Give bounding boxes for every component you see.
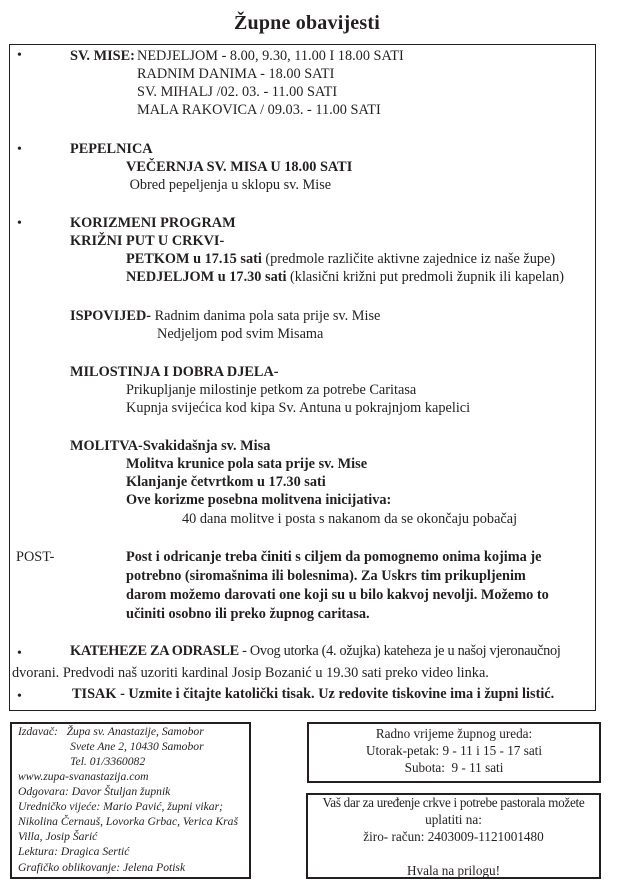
- impressum-line: Nikolina Černauš, Lovorka Grbac, Verica Kraš: [18, 815, 238, 828]
- post-line: potrebno (siromašnima ili bolesnima). Za Uskrs tim prikupljenim: [126, 568, 526, 584]
- impressum-box: [10, 722, 251, 879]
- kateheze-label: KATEHEZE ZA ODRASLE: [70, 643, 239, 659]
- pepelnica-line: Obred pepeljenja u sklopu sv. Mise: [126, 177, 332, 193]
- kateheze-line: [70, 642, 561, 660]
- mise-line: RADNIM DANIMA - 18.00 SATI: [137, 66, 335, 82]
- donation-line: Vaš dar za uređenje crkve i potrebe pastorala možete: [322, 795, 585, 810]
- donation-thanks: Hvala na prilogu!: [406, 863, 500, 878]
- donation-spacer: [308, 845, 599, 862]
- nedjeljom-note: (klasični križni put predmoli župnik ili kapelan): [286, 269, 564, 285]
- office-hours-line: Subota: 9 - 11 sati: [404, 760, 504, 775]
- donation-line: uplatiti na:: [425, 812, 482, 827]
- krizni-put-label: KRIŽNI PUT U CRKVI-: [70, 233, 225, 249]
- post-line: Post i odricanje treba činiti s ciljem da pomognemo onima kojima je: [126, 549, 542, 565]
- korizmeni-label: KORIZMENI PROGRAM: [70, 215, 236, 231]
- bullet-mise: •: [17, 48, 22, 63]
- mise-line: MALA RAKOVICA / 09.03. - 11.00 SATI: [137, 102, 381, 118]
- mise-line: NEDJELJOM - 8.00, 9.30, 11.00 I 18.00 SATI: [137, 48, 404, 64]
- pepelnica-line: VEČERNJA SV. MISA U 18.00 SATI: [126, 159, 353, 175]
- impressum-line: Odgovara: Davor Štuljan župnik: [18, 785, 171, 798]
- milostinja-label: MILOSTINJA I DOBRA DJELA-: [70, 364, 279, 380]
- donation-account: žiro- račun: 2403009-1121001480: [363, 829, 544, 844]
- bullet-korizmeni: •: [17, 216, 22, 231]
- kateheze-text: - Ovog utorka (4. ožujka) kateheza je u našoj vjeronaučnoj: [238, 643, 561, 659]
- kateheze-line: dvorani. Predvodi naš uzoriti kardinal Josip Bozanić u 19.30 sati preko video linka.: [12, 665, 489, 681]
- mise-line: SV. MIHALJ /02. 03. - 11.00 SATI: [137, 84, 338, 100]
- impressum-line: Grafičko oblikovanje: Jelena Potisk: [18, 861, 186, 874]
- post-line: darom možemo darovati one koji su u bilo kakvoj nevolji. Možemo to: [126, 587, 549, 603]
- tisak-text: TISAK - Uzmite i čitajte katolički tisak. Uz redovite tiskovine ima i župni listić.: [72, 686, 555, 702]
- impressum-line: Svete Ane 2, 10430 Samobor: [18, 740, 204, 753]
- office-hours-title: Radno vrijeme župnog ureda:: [375, 726, 533, 741]
- impressum-line: Izdavač: Župa sv. Anastazije, Samobor: [18, 725, 204, 738]
- krizni-put-petkom: [126, 250, 555, 268]
- impressum-line: Tel. 01/3360082: [18, 755, 146, 768]
- impressum-line: Villa, Josip Šarić: [18, 830, 98, 843]
- mise-label: SV. MISE:: [70, 48, 135, 64]
- impressum-line: Uredničko vijeće: Mario Pavić, župni vikar;: [18, 800, 223, 813]
- ispovijed-label: ISPOVIJED-: [70, 308, 152, 324]
- ispovijed-line: Nedjeljom pod svim Misama: [157, 326, 324, 342]
- page-title: Župne obavijesti: [233, 12, 380, 34]
- bullet-kateheze: •: [17, 646, 22, 661]
- molitva-initiative: 40 dana molitve i posta s nakanom da se okončaju pobačaj: [182, 511, 518, 527]
- bullet-tisak: •: [17, 689, 22, 704]
- milostinja-line: Kupnja svijećica kod kipa Sv. Antuna u pokrajnjom kapelici: [126, 400, 471, 416]
- post-label: POST-: [16, 549, 55, 565]
- molitva-line: Molitva krunice pola sata prije sv. Mise: [126, 456, 368, 472]
- post-line: učiniti osobno ili preko župnog caritasa.: [126, 606, 370, 622]
- ispovijed-text: Radnim danima pola sata prije sv. Mise: [151, 308, 381, 324]
- office-hours-line: Utorak-petak: 9 - 11 i 15 - 17 sati: [365, 743, 543, 758]
- impressum-line: Lektura: Dragica Sertić: [18, 845, 130, 858]
- office-hours-box: [307, 722, 601, 783]
- petkom-time: PETKOM u 17.15 sati: [126, 251, 262, 267]
- milostinja-line: Prikupljanje milostinje petkom za potrebe Caritasa: [126, 382, 417, 398]
- petkom-note: (predmole različite aktivne zajednice iz naše župe): [261, 251, 556, 267]
- molitva-line: Ove korizme posebna molitvena inicijativa:: [126, 492, 392, 508]
- molitva-label: MOLITVA-Svakidašnja sv. Misa: [70, 438, 271, 454]
- nedjeljom-time: NEDJELJOM u 17.30 sati: [126, 269, 287, 285]
- molitva-line: Klanjanje četvrtkom u 17.30 sati: [126, 474, 326, 490]
- pepelnica-label: PEPELNICA: [70, 141, 153, 157]
- donation-box: [306, 793, 601, 879]
- impressum-website[interactable]: www.zupa-svanastazija.com: [18, 770, 149, 783]
- krizni-put-nedjeljom: [126, 268, 564, 286]
- bullet-pepelnica: •: [17, 142, 22, 157]
- ispovijed-line: [70, 307, 380, 325]
